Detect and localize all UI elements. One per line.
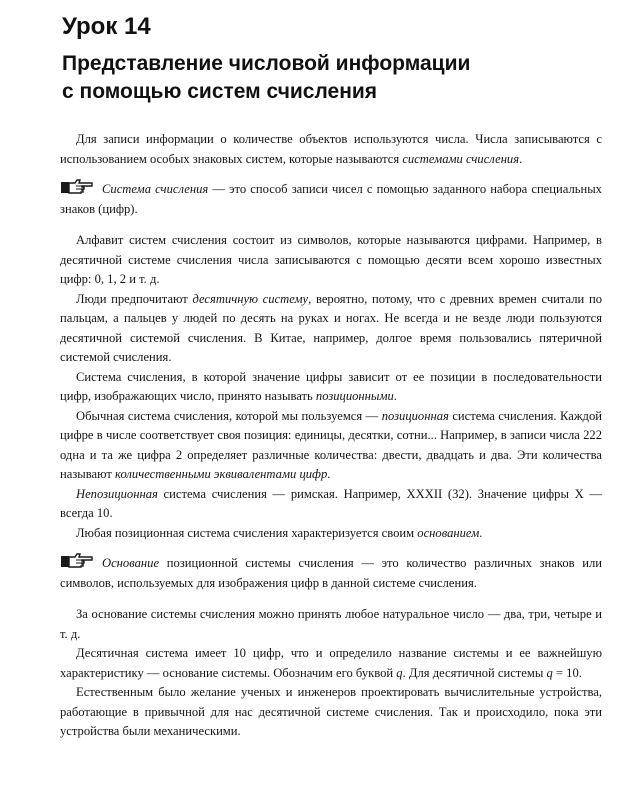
term-italic: позиционная <box>381 408 449 423</box>
paragraph-base-intro <box>60 524 602 544</box>
lesson-title-line-2: с помощью систем счисления <box>62 80 378 103</box>
paragraph-text: . <box>393 389 397 403</box>
lesson-body <box>60 130 602 742</box>
paragraph-text: . Для десятичной системы <box>402 665 547 680</box>
paragraph-text: , вероятно, потому, что с древних времен считали по пальцам, а пальцев у людей по десять на руках и ногах. Не всегда и не везде люди пользуются десятичной системой счисления. В Китае, например, долгое время пользовались пятеричной системой счисления. <box>60 291 602 364</box>
lesson-title-line-1: Представление числовой информации <box>62 52 471 75</box>
paragraph-text: . <box>519 151 523 166</box>
definition-text: позиционной системы счисления — это количество различных знаков или символов, используемых для изображения цифр в данной системе счисления. <box>60 556 602 590</box>
paragraph-decimal-preference <box>60 290 602 368</box>
paragraph-computing-devices: Естественным было желание ученых и инженеров проектировать вычислительные устройства, работающие в привычной для нас десятичной системе счисления. Так и происходило, пока эти устройства были механическими. <box>60 685 602 738</box>
term-italic: q <box>546 665 553 680</box>
paragraph-intro <box>60 130 602 169</box>
paragraph-decimal-base <box>60 644 602 683</box>
definition-base <box>60 553 602 593</box>
term-italic: q <box>396 665 403 680</box>
pointing-hand-icon <box>60 553 94 569</box>
paragraph-alphabet: Алфавит систем счисления состоит из символов, которые называются цифрами. Например, в десятичной системе счисления числа записываются с помощью десяти всем хорошо известных цифр: 0, 1, 2 и т. д. <box>60 233 602 286</box>
definition-numeral-system <box>60 179 602 219</box>
lesson-number: Урок 14 <box>62 13 151 40</box>
paragraph-roman <box>60 485 602 524</box>
term-italic: системами счисления <box>402 151 520 166</box>
term-italic: Непозиционная <box>76 486 158 501</box>
paragraph-positional-example <box>60 407 602 485</box>
term-italic: позиционными <box>315 389 394 403</box>
pointing-hand-icon <box>60 179 94 195</box>
paragraph-text: Любая позиционная система счисления характеризуется своим <box>76 525 418 540</box>
paragraph-text: Для записи информации о количестве объектов используются числа. Числа записываются с использованием особых знаковых систем, которые называются <box>60 132 602 166</box>
term-italic: десятичную систему <box>192 291 309 306</box>
lesson-title <box>62 50 602 106</box>
term-italic: Основание <box>102 556 160 570</box>
paragraph-text: система счисления. Каждой цифре в числе соответствует своя позиция: единицы, десятки, сотни... Например, в записи числа 222 одна и та же цифра 2 определяет различные количества: двести, двадцать и два. Эти количества называют <box>60 408 602 481</box>
paragraph-text: Система счисления, в которой значение цифры зависит от ее позиции в последовательности цифр, изображающих число, принято называть <box>60 369 602 403</box>
paragraph-text: Десятичная система имеет 10 цифр, что и определило название системы и ее важнейшую характеристику — основание системы. Обозначим его буквой <box>60 646 602 680</box>
paragraph-text: = 10. <box>552 665 582 680</box>
term-italic: количественными эквивалентами цифр <box>115 467 328 481</box>
paragraph-any-natural-base: За основание системы счисления можно принять любое натуральное число — два, три, четыре и т. д. <box>60 607 602 641</box>
definition-text: — это способ записи чисел с помощью заданного набора специальных знаков (цифр). <box>60 182 602 216</box>
term-italic: Система счисления <box>102 182 209 196</box>
paragraph-positional-definition <box>60 368 602 407</box>
paragraph-text: . <box>479 525 483 540</box>
paragraph-text: . <box>327 467 331 481</box>
paragraph-text: Люди предпочитают <box>76 291 193 306</box>
paragraph-text: система счисления — римская. Например, XXXII (32). Значение цифры X — всегда 10. <box>60 486 602 520</box>
paragraph-text: Обычная система счисления, которой мы пользуемся — <box>76 408 382 423</box>
term-italic: основанием <box>417 525 480 540</box>
